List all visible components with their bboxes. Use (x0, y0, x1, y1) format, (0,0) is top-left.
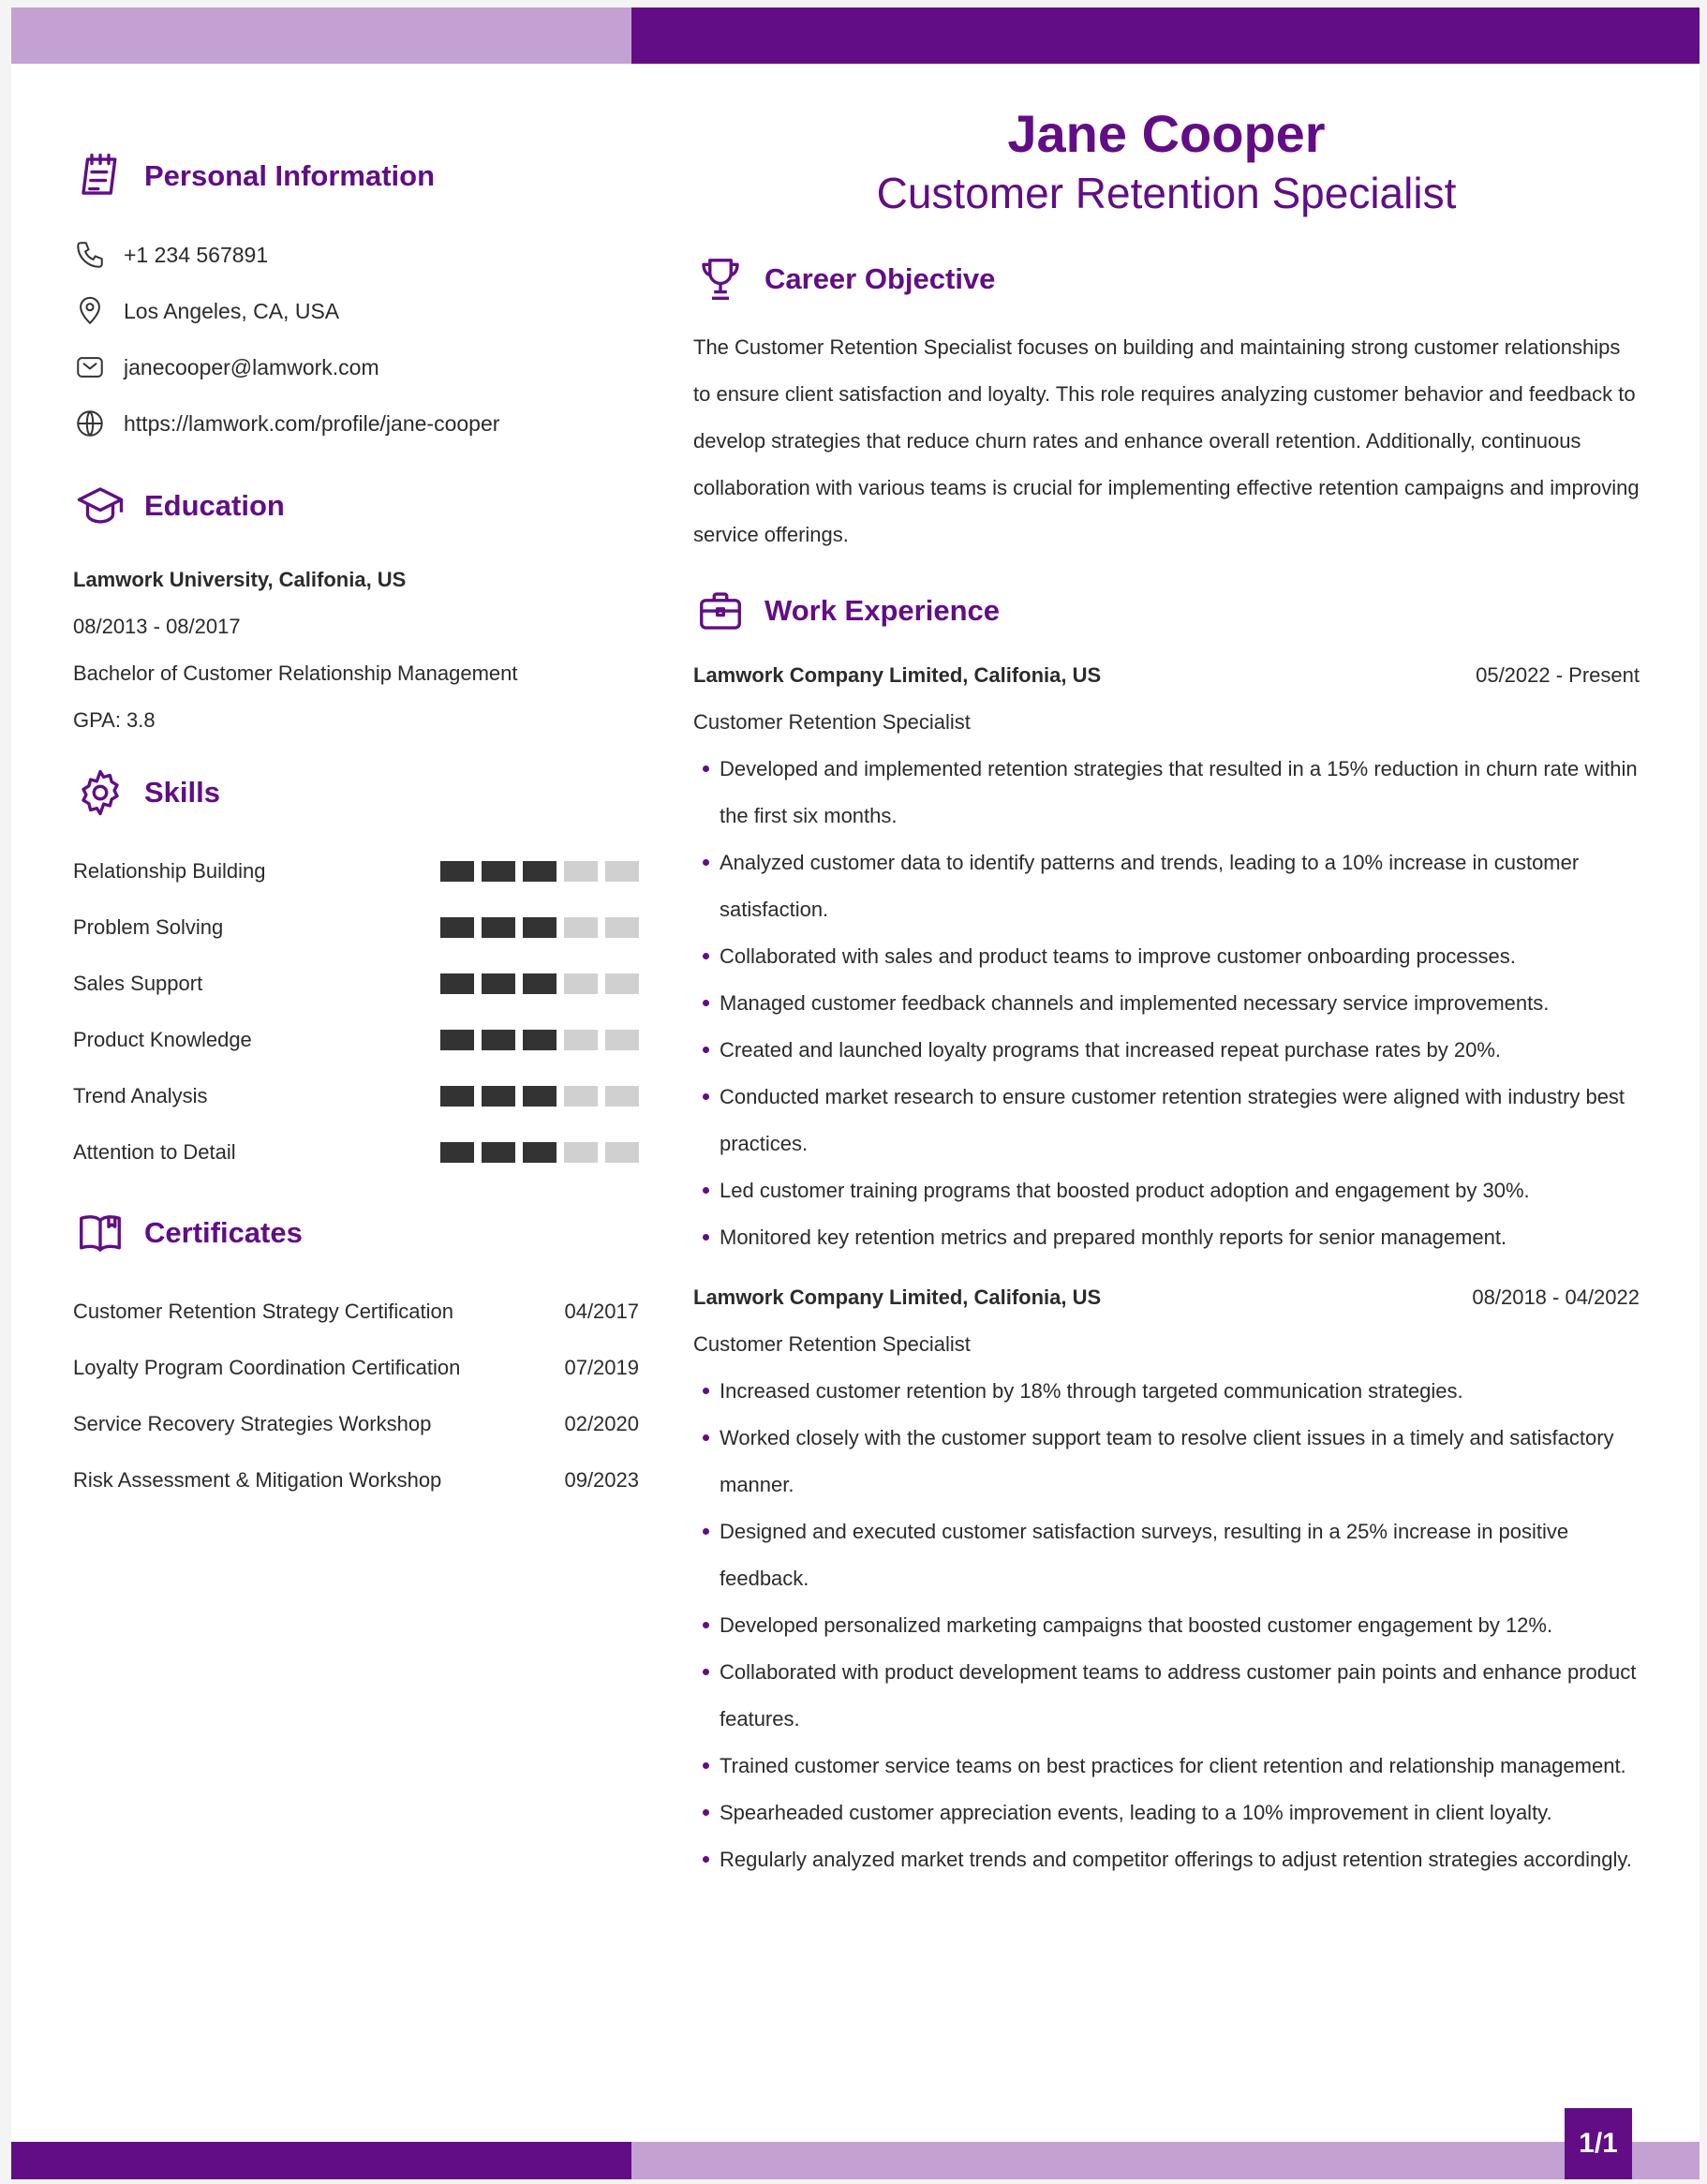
skill-name: Product Knowledge (73, 1028, 252, 1051)
bullet-item: Regularly analyzed market trends and competitor offerings to adjust retention strategies accordingly. (720, 1836, 1640, 1883)
phone-icon (73, 238, 107, 272)
skills-header (73, 765, 639, 821)
skill-name: Attention to Detail (73, 1140, 236, 1164)
bullet-item: Worked closely with the customer support team to resolve client issues in a timely and satisfactory manner. (720, 1415, 1640, 1508)
job-dates: 05/2022 - Present (1476, 663, 1640, 687)
objective-header (693, 251, 1640, 307)
skill-level-block (523, 1142, 557, 1163)
contact-phone (73, 227, 639, 283)
skill-level-block (440, 1086, 474, 1107)
job-dates: 08/2018 - 04/2022 (1472, 1285, 1640, 1309)
resume-page (11, 7, 1700, 2179)
certificate-row (73, 1452, 639, 1508)
top-bar-dark (631, 7, 1700, 64)
education-header (73, 478, 639, 534)
phone-number: +1 234 567891 (124, 242, 269, 267)
degree: Bachelor of Customer Relationship Management (73, 661, 518, 685)
skill-level-block (440, 1030, 474, 1050)
skill-level-block (440, 861, 474, 882)
skill-row (73, 1012, 639, 1068)
skill-name: Trend Analysis (73, 1084, 208, 1107)
skill-row (73, 899, 639, 956)
skill-level-block (605, 917, 639, 938)
certificate-name: Risk Assessment & Mitigation Workshop (73, 1468, 442, 1492)
skill-level-meter (440, 917, 639, 938)
bullet-item: Developed and implemented retention strategies that resulted in a 15% reduction in churn rate within the first six months. (720, 746, 1640, 839)
bullet-item: Increased customer retention by 18% through targeted communication strategies. (720, 1368, 1640, 1415)
skill-row (73, 843, 639, 899)
location-pin-icon (73, 294, 107, 328)
skill-level-block (605, 1086, 639, 1107)
skill-row (73, 956, 639, 1012)
bullet-item: Designed and executed customer satisfaction surveys, resulting in a 25% increase in positive feedback. (720, 1508, 1640, 1602)
skill-name: Sales Support (73, 972, 203, 995)
section-title: Skills (144, 776, 220, 809)
contact-list (73, 227, 639, 452)
skill-level-block (523, 1086, 557, 1107)
right-column (693, 101, 1640, 1883)
book-icon (73, 1206, 127, 1260)
skill-level-block (564, 1030, 598, 1050)
skill-level-block (482, 973, 515, 994)
bullet-item: Developed personalized marketing campaigns that boosted customer engagement by 12%. (720, 1602, 1640, 1649)
contact-website (73, 395, 639, 452)
school-name: Lamwork University, Califonia, US (73, 568, 407, 591)
skill-level-block (482, 917, 515, 938)
skill-row (73, 1124, 639, 1181)
education-entry (73, 557, 639, 744)
trophy-icon (693, 252, 748, 306)
certificates-header (73, 1205, 639, 1261)
skill-level-block (440, 917, 474, 938)
mail-icon (73, 350, 107, 384)
skill-level-block (605, 1142, 639, 1163)
skill-level-block (482, 1142, 515, 1163)
graduation-cap-icon (73, 479, 127, 533)
certificate-name: Loyalty Program Coordination Certification (73, 1356, 461, 1379)
skill-level-block (564, 1142, 598, 1163)
bullet-item: Spearheaded customer appreciation events, leading to a 10% improvement in client loyalty. (720, 1790, 1640, 1836)
bottom-bar-dark (11, 2142, 631, 2179)
skills-list (73, 843, 639, 1181)
bullet-item: Conducted market research to ensure customer retention strategies were aligned with industry best practices. (720, 1074, 1640, 1167)
skill-level-block (482, 1030, 515, 1050)
certificate-name: Service Recovery Strategies Workshop (73, 1412, 432, 1435)
section-title: Certificates (144, 1216, 303, 1249)
job-bullets (693, 746, 1640, 1261)
left-column (73, 148, 639, 1508)
skill-level-block (523, 917, 557, 938)
certificate-name: Customer Retention Strategy Certification (73, 1300, 453, 1323)
globe-icon (73, 407, 107, 440)
skill-level-block (605, 973, 639, 994)
website-link[interactable]: https://lamwork.com/profile/jane-cooper (124, 410, 500, 436)
job-entry (693, 652, 1640, 1261)
skill-level-meter (440, 861, 639, 882)
certificate-date: 07/2019 (564, 1356, 639, 1379)
job-bullets (693, 1368, 1640, 1883)
bullet-item: Led customer training programs that boosted product adoption and engagement by 30%. (720, 1167, 1640, 1214)
skill-level-block (440, 1142, 474, 1163)
job-header (693, 1274, 1640, 1321)
certificate-date: 02/2020 (564, 1412, 639, 1435)
bullet-item: Trained customer service teams on best practices for client retention and relationship management. (720, 1743, 1640, 1790)
gear-icon (73, 765, 127, 820)
bottom-bar-light (631, 2142, 1700, 2179)
skill-level-block (564, 1086, 598, 1107)
bullet-item: Managed customer feedback channels and implemented necessary service improvements. (720, 980, 1640, 1027)
certificate-row (73, 1396, 639, 1452)
skill-level-block (605, 861, 639, 882)
skill-name: Problem Solving (73, 915, 224, 939)
location-text: Los Angeles, CA, USA (124, 298, 340, 323)
skill-level-block (482, 861, 515, 882)
skill-level-meter (440, 1142, 639, 1163)
job-entry (693, 1274, 1640, 1883)
skill-level-block (564, 861, 598, 882)
education-dates: 08/2013 - 08/2017 (73, 615, 241, 638)
job-position: Customer Retention Specialist (693, 1332, 971, 1356)
company-name: Lamwork Company Limited, Califonia, US (693, 663, 1102, 687)
bullet-item: Created and launched loyalty programs that increased repeat purchase rates by 20%. (720, 1027, 1640, 1074)
contact-location (73, 283, 639, 339)
certificate-date: 09/2023 (564, 1468, 639, 1492)
section-title: Career Objective (764, 262, 996, 295)
certificate-list (73, 1284, 639, 1508)
certificate-row (73, 1340, 639, 1396)
experience-header (693, 583, 1640, 639)
bullet-item: Collaborated with product development teams to address customer pain points and enhance product features. (720, 1649, 1640, 1743)
email-link[interactable]: janecooper@lamwork.com (124, 354, 379, 379)
skill-level-block (523, 973, 557, 994)
contact-email (73, 339, 639, 395)
certificate-row (73, 1284, 639, 1340)
job-header (693, 652, 1640, 699)
candidate-title: Customer Retention Specialist (876, 169, 1457, 217)
company-name: Lamwork Company Limited, Califonia, US (693, 1285, 1102, 1309)
job-list (693, 652, 1640, 1883)
job-position: Customer Retention Specialist (693, 710, 971, 734)
skill-level-block (564, 917, 598, 938)
section-title: Work Experience (764, 594, 1000, 627)
skill-level-block (523, 1030, 557, 1050)
skill-level-meter (440, 973, 639, 994)
skill-name: Relationship Building (73, 859, 266, 883)
skill-level-block (564, 973, 598, 994)
skill-level-block (440, 973, 474, 994)
skill-level-block (605, 1030, 639, 1050)
certificate-date: 04/2017 (564, 1300, 639, 1323)
bullet-item: Monitored key retention metrics and prepared monthly reports for senior management. (720, 1214, 1640, 1261)
section-title: Education (144, 489, 285, 522)
objective-text: The Customer Retention Specialist focuses on building and maintaining strong customer relationships to ensure client satisfaction and loyalty. This role requires analyzing customer behavior and feedback to develop strategies that reduce churn rates and enhance overall retention. Additionally, continuous collaboration with various teams is crucial for implementing effective retention campaigns and improving service offerings. (693, 335, 1640, 546)
briefcase-icon (693, 584, 748, 638)
personal-info-header (73, 148, 639, 204)
candidate-name: Jane Cooper (1007, 104, 1326, 163)
top-bar-light (11, 7, 631, 64)
bullet-item: Collaborated with sales and product teams to improve customer onboarding processes. (720, 933, 1640, 980)
skill-level-block (482, 1086, 515, 1107)
bullet-item: Analyzed customer data to identify patterns and trends, leading to a 10% increase in customer satisfaction. (720, 839, 1640, 933)
gpa: GPA: 3.8 (73, 708, 156, 732)
skill-level-meter (440, 1086, 639, 1107)
section-title: Personal Information (144, 159, 436, 192)
notepad-icon (73, 149, 127, 203)
page-indicator: 1/1 (1565, 2108, 1632, 2179)
skill-row (73, 1068, 639, 1124)
skill-level-block (523, 861, 557, 882)
skill-level-meter (440, 1030, 639, 1050)
